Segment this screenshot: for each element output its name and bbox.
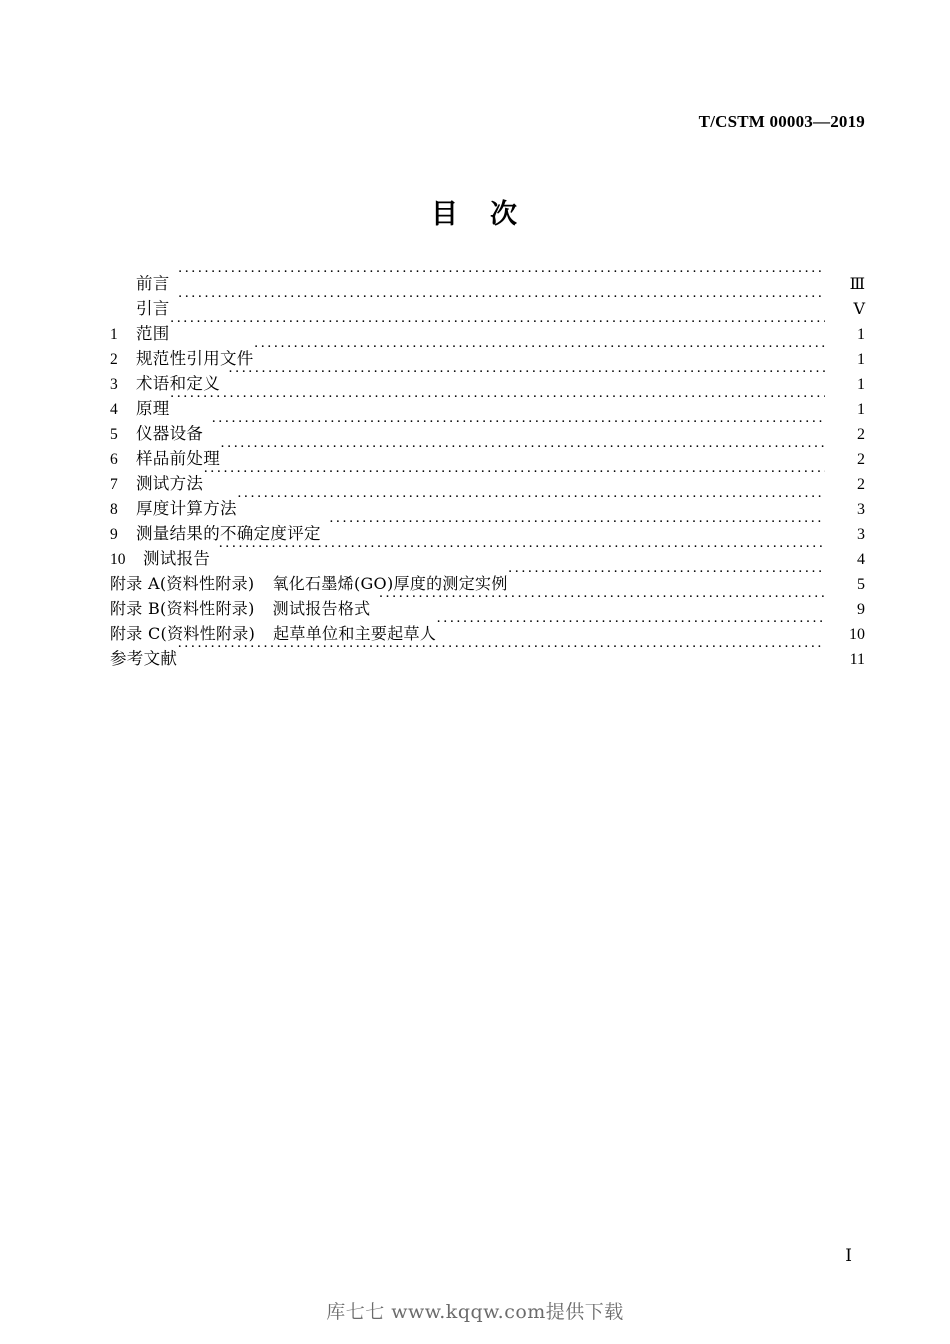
toc-entry-number: 6 xyxy=(110,451,118,468)
toc-entry-number: 10 xyxy=(110,551,126,568)
toc-leader-dots xyxy=(321,514,825,539)
toc-leader-dots xyxy=(436,614,825,639)
toc-entry-label-secondary: 氧化石墨烯(GO)厚度的测定实例 xyxy=(272,574,508,593)
toc-entry-page: 1 xyxy=(857,351,865,368)
toc-entry-page: 4 xyxy=(857,551,865,568)
toc-entry-number: 9 xyxy=(110,526,118,543)
document-standard-number: T/CSTM 00003—2019 xyxy=(698,112,865,131)
toc-entry-number: 4 xyxy=(110,401,118,418)
toc-entry-label: 附录 A(资料性附录) xyxy=(110,574,255,593)
toc-entry-page: 2 xyxy=(857,451,865,468)
toc-entry-number: 8 xyxy=(110,501,118,518)
toc-entry-label: 原理 xyxy=(136,399,170,418)
toc-entry-page: 1 xyxy=(857,401,865,418)
toc-entry-label: 前言 xyxy=(136,274,170,293)
page-title xyxy=(0,192,950,231)
toc-entry-2-guifanxing-yinyong-wenjian[interactable] xyxy=(110,339,865,368)
toc-entry-label: 术语和定义 xyxy=(136,374,220,393)
toc-entry-7-ceshi-fangfa[interactable] xyxy=(110,464,865,493)
toc-entry-label: 附录 B(资料性附录) xyxy=(110,599,255,618)
toc-leader-dots xyxy=(203,464,825,489)
toc-leader-dots xyxy=(220,364,825,389)
toc-entry-page: 2 xyxy=(857,426,865,443)
toc-entry-4-yuanli[interactable] xyxy=(110,389,865,418)
toc-entry-page: 11 xyxy=(849,651,865,668)
toc-entry-label: 附录 C(资料性附录) xyxy=(110,624,256,643)
toc-leader-dots xyxy=(170,264,825,289)
toc-leader-dots xyxy=(170,389,825,414)
toc-entry-page: 10 xyxy=(849,626,865,643)
toc-entry-page: Ⅴ xyxy=(853,301,865,318)
toc-entry-5-yiqi-shebei[interactable] xyxy=(110,414,865,443)
toc-entry-3-shuyu-he-dingyi[interactable] xyxy=(110,364,865,393)
toc-entry-label-secondary: 起草单位和主要起草人 xyxy=(273,624,437,643)
toc-leader-dots xyxy=(170,314,825,339)
toc-entry-label: 引言 xyxy=(136,299,170,318)
toc-entry-6-yangpin-qianchuli[interactable] xyxy=(110,439,865,468)
toc-entry-label: 仪器设备 xyxy=(136,424,204,443)
toc-entry-page: 1 xyxy=(857,376,865,393)
toc-entry-number: 5 xyxy=(110,426,118,443)
footer-watermark: 库七七 www.kqqw.com提供下载 xyxy=(326,1301,624,1323)
toc-leader-dots xyxy=(220,439,825,464)
toc-entry-number: 3 xyxy=(110,376,118,393)
toc-leader-dots xyxy=(508,564,825,589)
toc-entry-page: 3 xyxy=(857,501,865,518)
toc-entry-number: 1 xyxy=(110,326,118,343)
toc-entry-label: 厚度计算方法 xyxy=(136,499,237,518)
toc-entry-cankao-wenxian[interactable] xyxy=(110,639,865,668)
toc-entry-page: 9 xyxy=(857,601,865,618)
toc-entry-number: 2 xyxy=(110,351,118,368)
toc-leader-dots xyxy=(170,289,825,314)
toc-leader-dots xyxy=(254,339,825,364)
toc-leader-dots xyxy=(370,589,825,614)
toc-entry-label: 测试报告 xyxy=(143,549,211,568)
toc-leader-dots xyxy=(237,489,825,514)
toc-entry-10-ceshi-baogao[interactable] xyxy=(110,539,865,568)
toc-entry-page: 2 xyxy=(857,476,865,493)
title-char-ci: 次 xyxy=(490,199,519,230)
toc-entry-page: 5 xyxy=(857,576,865,593)
toc-entry-page: Ⅲ xyxy=(849,276,865,293)
toc-entry-label-secondary: 测试报告格式 xyxy=(272,599,371,618)
page-number: Ⅰ xyxy=(845,1246,852,1265)
toc-entry-label: 范围 xyxy=(136,324,170,343)
toc-leader-dots xyxy=(203,414,825,439)
toc-entry-number: 7 xyxy=(110,476,118,493)
toc-leader-dots xyxy=(177,639,825,664)
toc-leader-dots xyxy=(210,539,825,564)
toc-entry-page: 1 xyxy=(857,326,865,343)
toc-entry-qianyan[interactable] xyxy=(110,264,865,293)
toc-entry-label: 规范性引用文件 xyxy=(136,349,254,368)
toc-entry-yinyan[interactable] xyxy=(110,289,865,318)
title-char-mu: 目 xyxy=(431,199,460,230)
toc-entry-1-fanwei[interactable] xyxy=(110,314,865,343)
toc-entry-page: 3 xyxy=(857,526,865,543)
toc-entry-8-houdu-jisuan-fangfa[interactable] xyxy=(110,489,865,518)
table-of-contents xyxy=(110,264,865,668)
toc-entry-label: 参考文献 xyxy=(110,649,178,668)
toc-entry-label: 测试方法 xyxy=(136,474,204,493)
toc-entry-label: 样品前处理 xyxy=(136,449,220,468)
toc-entry-label: 测量结果的不确定度评定 xyxy=(136,524,321,543)
toc-entry-appendix-a[interactable] xyxy=(110,564,865,593)
